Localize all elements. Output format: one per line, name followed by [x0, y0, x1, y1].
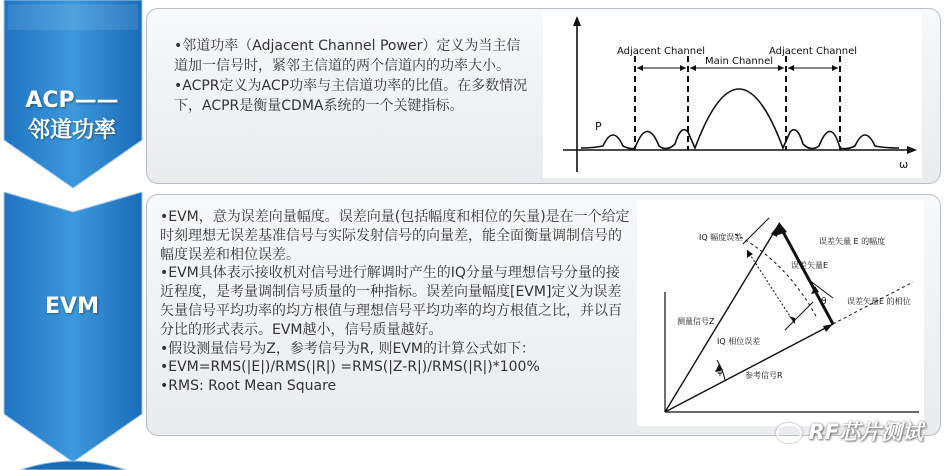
iq-magnitude-error-label: IQ 幅度误差	[699, 233, 743, 242]
evm-bullet: •假设测量信号为Z，参考信号为R, 则EVM的计算公式如下：	[160, 340, 535, 357]
theta-label: θ	[821, 297, 827, 307]
y-axis-symbol: P	[595, 120, 602, 133]
acp-spectrum-diagram	[543, 12, 922, 178]
left-channel-label	[617, 46, 705, 57]
acp-bullet: •邻道功率（Adjacent Channel Power）定义为当主信道加一信号时，紧邻主信道的两个信道内的功率大小。	[174, 38, 521, 74]
left-channel-label-text: Adjacent Channel	[616, 46, 706, 57]
phi-label: φ	[717, 367, 723, 377]
evm-figure	[637, 200, 924, 426]
next-chevron	[0, 456, 146, 470]
watermark	[776, 416, 923, 446]
evm-label: EVM	[45, 294, 99, 319]
acp-figure	[543, 12, 922, 178]
x-axis-symbol: ω	[899, 158, 909, 171]
watermark-text: RF芯片测试	[808, 420, 923, 444]
acp-text	[174, 36, 530, 116]
evm-bullet: •EVM，意为误差向量幅度。误差向量(包括幅度和相位的矢量)是在一个给定时刻理想无误差基准信号与实际发射信号的向量差，能全面衡量调制信号的幅度误差和相位误差。	[160, 209, 630, 263]
error-vector-phase-label: 误差矢量E 的相位	[847, 297, 911, 306]
evm-formula: •EVM=RMS(|E|)/RMS(|R|) =RMS(|Z-R|)/RMS(|R|)*100%	[160, 359, 540, 376]
error-vector-label: 误差矢量E	[791, 261, 829, 270]
evm-bullet: •EVM具体表示接收机对信号进行解调时产生的IQ分量与理想信号分量的接近程度，是考量调制信号质量的一种指标。误差向量幅度[EVM]定义为误差矢量信号平均功率的均方根值与理想信号平均功率的均方根值之比，并以百分比的形式表示。EVM越小，信号质量越好。	[160, 265, 622, 338]
right-channel-label: Adjacent Channel	[768, 46, 858, 57]
evm-text	[160, 208, 632, 396]
error-vector-magnitude-label: 误差矢量 E 的幅度	[819, 237, 886, 246]
acp-bullet: •ACPR定义为ACP功率与主信道功率的比值。在多数情况下，ACPR是衡量CDMA系统的一个关键指标。	[174, 78, 528, 114]
reference-signal-label: 参考信号R	[745, 371, 783, 380]
measured-signal-label: 测量信号Z	[677, 317, 715, 326]
acp-label: ACP—— 邻道功率	[25, 88, 119, 143]
wechat-icon	[776, 423, 802, 443]
evm-chevron	[0, 192, 146, 470]
evm-vector-diagram	[637, 200, 924, 426]
main-channel-label: Main Channel	[704, 56, 774, 67]
evm-bullet: •RMS: Root Mean Square	[160, 378, 337, 395]
iq-phase-error-label: IQ 相位误差	[717, 337, 761, 346]
